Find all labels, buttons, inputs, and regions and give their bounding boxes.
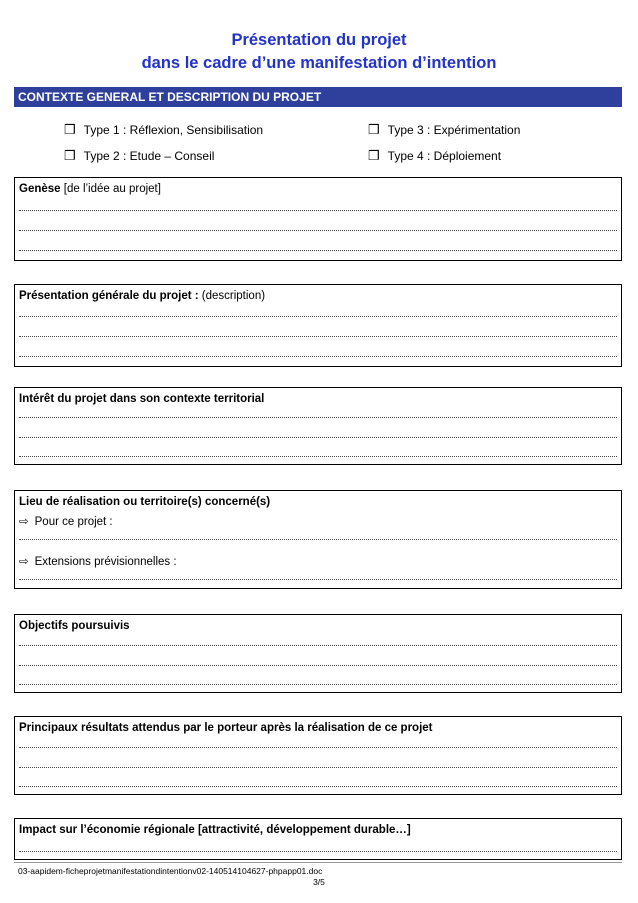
answer-line[interactable] — [19, 206, 617, 211]
answer-line[interactable] — [19, 535, 617, 540]
checkbox-icon[interactable]: ❒ — [64, 122, 76, 137]
answer-line[interactable] — [19, 743, 617, 748]
answer-line[interactable] — [19, 433, 617, 438]
answer-line[interactable] — [19, 782, 617, 787]
section-objectifs — [14, 614, 622, 693]
sub-item-extensions: ⇨ Extensions prévisionnelles : — [19, 556, 177, 568]
answer-line[interactable] — [19, 226, 617, 231]
checkbox-icon[interactable]: ❒ — [368, 122, 380, 137]
type-1-option[interactable] — [64, 122, 263, 138]
answer-line[interactable] — [19, 452, 617, 457]
arrow-right-icon: ⇨ — [19, 556, 29, 568]
checkbox-icon[interactable]: ❒ — [368, 148, 380, 163]
section-title: Principaux résultats attendus par le porteur après la réalisation de ce projet — [19, 722, 433, 734]
section-title: Genèse [de l’idée au projet] — [19, 183, 161, 195]
section-impact — [14, 818, 622, 860]
type-3-option[interactable] — [368, 122, 520, 138]
answer-line[interactable] — [19, 680, 617, 685]
answer-line[interactable] — [19, 312, 617, 317]
section-resultats — [14, 716, 622, 795]
section-genese — [14, 177, 622, 261]
section-presentation — [14, 284, 622, 367]
answer-line[interactable] — [19, 575, 617, 580]
type-3-label: Type 3 : Expérimentation — [387, 123, 521, 137]
answer-line[interactable] — [19, 246, 617, 251]
footer-divider — [14, 862, 622, 863]
section-interet — [14, 387, 622, 465]
document-title-line1: Présentation du projet — [231, 31, 407, 49]
arrow-right-icon: ⇨ — [19, 516, 29, 528]
sub-item-pour-ce-projet: ⇨ Pour ce projet : — [19, 516, 113, 528]
answer-line[interactable] — [19, 641, 617, 646]
type-1-label: Type 1 : Réflexion, Sensibilisation — [83, 123, 264, 137]
answer-line[interactable] — [19, 413, 617, 418]
answer-line[interactable] — [19, 847, 617, 852]
answer-line[interactable] — [19, 763, 617, 768]
section-lieu — [14, 490, 622, 589]
type-4-option[interactable] — [368, 148, 501, 164]
section-title: Présentation générale du projet : (description) — [19, 290, 266, 302]
section-title: Objectifs poursuivis — [19, 620, 130, 632]
checkbox-icon[interactable]: ❒ — [64, 148, 76, 163]
section-title: Impact sur l’économie régionale [attractivité, développement durable…] — [19, 824, 411, 836]
type-2-label: Type 2 : Etude – Conseil — [83, 149, 215, 163]
section-title: Lieu de réalisation ou territoire(s) concerné(s) — [19, 496, 271, 508]
footer-filename: 03-aapidem-ficheprojetmanifestationdintentionv02-140514104627-phpapp01.doc — [18, 866, 323, 876]
section-title: Intérêt du projet dans son contexte territorial — [19, 393, 265, 405]
type-2-option[interactable] — [64, 148, 214, 164]
answer-line[interactable] — [19, 352, 617, 357]
answer-line[interactable] — [19, 332, 617, 337]
page-number: 3/5 — [313, 877, 325, 887]
type-4-label: Type 4 : Déploiement — [387, 149, 502, 163]
section-banner: CONTEXTE GENERAL ET DESCRIPTION DU PROJET — [14, 87, 622, 107]
document-title-line2: dans le cadre d’une manifestation d’intention — [141, 54, 497, 72]
answer-line[interactable] — [19, 661, 617, 666]
